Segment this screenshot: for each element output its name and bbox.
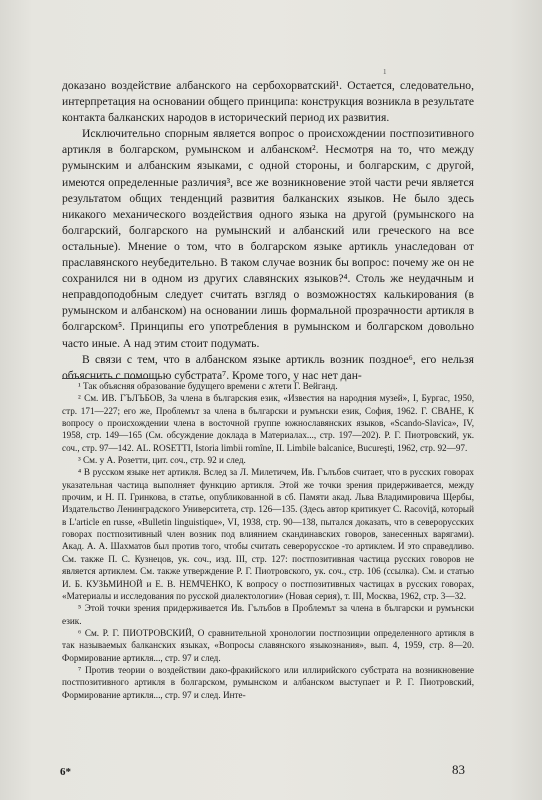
footnote-5: ⁵ Этой точки зрения придерживается Ив. Гълъбов в Проблемът за члена в български и румънски език. xyxy=(62,603,474,626)
paragraph-2: Исключительно спорным является вопрос о происхождении постпозитивного артикля в болгарском, румынском и албанском². Несмотря на то, что между румынским и албанским языками, с одной стороны, и болгарским, с другой, имеются определенные различия³, все же возникновение этой части речи является результатом общих тенденций развития балканских языков. Не было здесь никакого механического воздействия одного языка на другой (румынского на болгарский, болгарского на румынский и албанский или греческого на все остальные). Мнение о том, что в болгарском языке артикль унаследован от праславянского неубедительно. В таком случае возник бы вопрос: почему же он не сохранился ни в одном из других славянских языков?⁴. Столь же неудачным и неправдоподобным следует считать взгляд о возможностях калькирования (в румынском и албанском) на основании лишь формальной прозрачности артикля в болгарском⁵. Принципы его употребления в румынском и болгарском довольно часто иные. А над этим стоит подумать. xyxy=(62,127,474,350)
paragraph-3: В связи с тем, что в албанском языке артикль возник поздное⁶, его нельзя объяснить с помощью субстрата⁷. Кроме того, у нас нет дан- xyxy=(62,352,474,382)
footnote-4: ⁴ В русском языке нет артикля. Вслед за Л. Милетичем, Ив. Гълъбов считает, что в русских говорах указательная частица выполняет функцию артикля. Этой же точки зрения придерживается, между прочим, и Н. П. Гринкова, в статье, опубликованной в сб. Памяти акад. Льва Владимировича Щербы, Издательство Ленинградского Университета, стр. 126—135. (Здесь автор критикует С. Racoviţă, который в L'article en russe, «Bulletin linguistique», VI, 1938, стр. 90—138, пытался доказать, что в северорусских говорах постпозитивный член возник под влиянием скандинавских говоров, занесенных варягами). Акад. А. А. Шахматов был против того, чтобы считать северорусское -то артиклем. И это справедливо. См. также П. С. Кузнецов, ук. соч., изд. III, стр. 127: постпозитивная частица русских говоров не является артиклем. См. также утверждение Р. Г. Пиотровского, ук. соч., стр. 106 (ссылка). См. и статью И. Б. КУЗЬМИНОЙ и Е. В. НЕМЧЕНКО, К вопросу о постпозитивных частицах в русских говорах, «Материалы и исследования по русской диалектологии» (Новая серия), т. III, Москва, 1962, стр. 3—32. xyxy=(62,467,474,601)
footnote-2: ² См. ИВ. ГЪЛЪБОВ, За члена в българския език, «Известия на народния музей», I, Бургас, 1950, стр. 171—227; его же, Проблемът за члена в български и румънски език, София, 1962. Г. СВАНЕ, К вопросу о происхождении члена в восточной группе южнославянских языков, «Scando-Slavica», IV, 1958, стр. 149—165 (См. обсуждение доклада в Материалах..., стр. 197—202). Р. Г. Пиотровский, ук. соч., стр. 97—142. AL. ROSETTI, Istoria limbii romîne, II. Limbile balcanice, Bucureşti, 1962, стр. 92—97. xyxy=(62,393,474,453)
footnote-rule xyxy=(62,378,158,379)
footnote-6: ⁶ См. Р. Г. ПИОТРОВСКИЙ, О сравнительной хронологии постпозиции определенного артикля в так называемых балканских языках, «Вопросы славянского языкознания», вып. 4, 1959, стр. 8—20. Формирование артикля..., стр. 97 и след. xyxy=(62,627,474,663)
main-text xyxy=(62,78,474,384)
footnotes xyxy=(62,380,474,701)
footnote-7: ⁷ Против теории о воздействии дако-фракийского или иллирийского субстрата на возникновение постпозитивного артикля в болгарском, румынском и албанском выступает и Р. Г. Пиотровский, Формирование артикля..., стр. 97 и след. Инте- xyxy=(62,664,474,700)
printer-signature: 6* xyxy=(60,766,71,778)
footnote-3: ³ См. у А. Розетти, цит. соч., стр. 92 и след. xyxy=(78,455,246,466)
page-number: 83 xyxy=(452,762,465,777)
footnote-1: ¹ Так объясняя образование будущего времени с ѫтети Г. Вейганд. xyxy=(78,381,338,391)
margin-mark: 1 xyxy=(383,68,387,76)
paragraph-1: доказано воздействие албанского на сербохорватский¹. Остается, следовательно, интерпретация на основании общего принципа: конструкция возникла в результате контакта балканских народов в исторический период их развития. xyxy=(62,79,474,125)
